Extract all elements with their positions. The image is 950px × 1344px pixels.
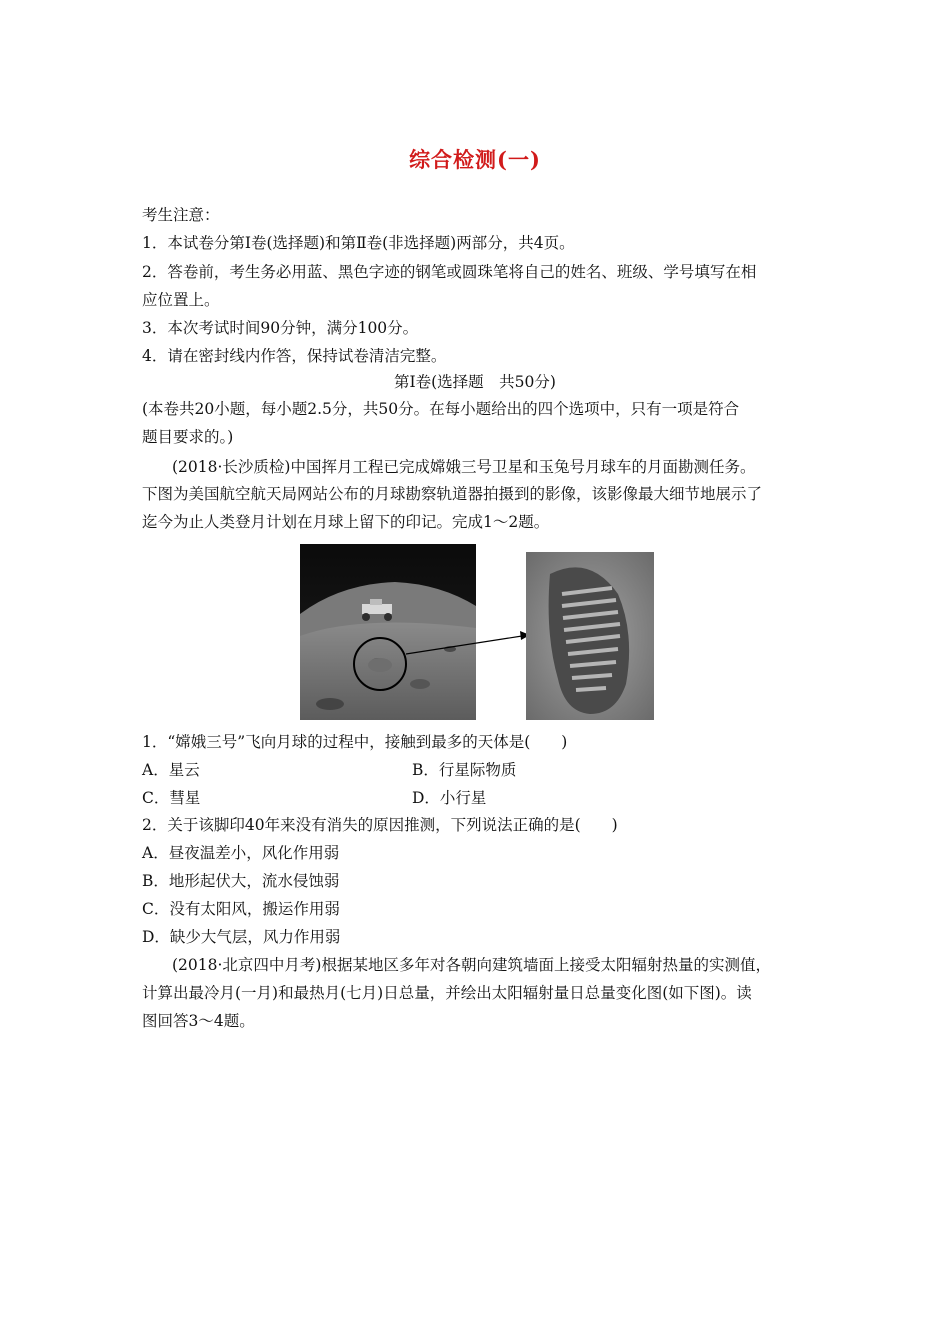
- section-instructions-cont: 题目要求的。): [142, 428, 234, 446]
- page-title: 综合检测(一): [409, 147, 541, 172]
- passage1-line2: 下图为美国航空航天局网站公布的月球勘察轨道器拍摄到的影像，该影像最大细节地展示了: [142, 485, 763, 503]
- passage2-line3: 图回答3～4题。: [142, 1012, 255, 1030]
- notice-item-2-cont: 应位置上。: [142, 291, 220, 309]
- question-2-stem: 2．关于该脚印40年来没有消失的原因推测，下列说法正确的是( ): [142, 816, 618, 834]
- moon-footprint-figure: [300, 544, 655, 722]
- question-2-option-c: C．没有太阳风，搬运作用弱: [142, 900, 340, 918]
- question-2-option-d: D．缺少大气层，风力作用弱: [142, 928, 341, 946]
- notice-item-4: 4．请在密封线内作答，保持试卷清洁完整。: [142, 347, 447, 365]
- question-1-option-d: D．小行星: [412, 789, 487, 807]
- section-heading: 第Ⅰ卷(选择题 共50分): [394, 373, 556, 391]
- passage2-line1: (2018·北京四中月考)根据某地区多年对各朝向建筑墙面上接受太阳辐射热量的实测值，: [172, 956, 771, 974]
- question-1-stem: 1．“嫦娥三号”飞向月球的过程中，接触到最多的天体是( ): [142, 733, 568, 751]
- section-instructions: (本卷共20小题，每小题2.5分，共50分。在每小题给出的四个选项中，只有一项是符合: [142, 400, 740, 418]
- lunar-landscape-photo: [300, 544, 476, 720]
- question-1-option-b: B．行星际物质: [412, 761, 517, 779]
- passage1-line3: 迄今为止人类登月计划在月球上留下的印记。完成1～2题。: [142, 513, 550, 531]
- notice-item-2: 2．答卷前，考生务必用蓝、黑色字迹的钢笔或圆珠笔将自己的姓名、班级、学号填写在相: [142, 263, 757, 281]
- notice-heading: 考生注意：: [142, 206, 220, 224]
- notice-item-3: 3．本次考试时间90分钟，满分100分。: [142, 319, 419, 337]
- footprint-closeup-photo: [526, 552, 654, 720]
- question-1-option-a: A．星云: [142, 761, 200, 779]
- notice-item-1: 1．本试卷分第Ⅰ卷(选择题)和第Ⅱ卷(非选择题)两部分，共4页。: [142, 234, 575, 252]
- question-2-option-b: B．地形起伏大，流水侵蚀弱: [142, 872, 340, 890]
- question-2-option-a: A．昼夜温差小，风化作用弱: [142, 844, 340, 862]
- passage1-line1: (2018·长沙质检)中国挥月工程已完成嫦娥三号卫星和玉兔号月球车的月面勘测任务。: [172, 458, 756, 476]
- passage2-line2: 计算出最冷月(一月)和最热月(七月)日总量，并绘出太阳辐射量日总量变化图(如下图)。读: [142, 984, 752, 1002]
- question-1-option-c: C．彗星: [142, 789, 201, 807]
